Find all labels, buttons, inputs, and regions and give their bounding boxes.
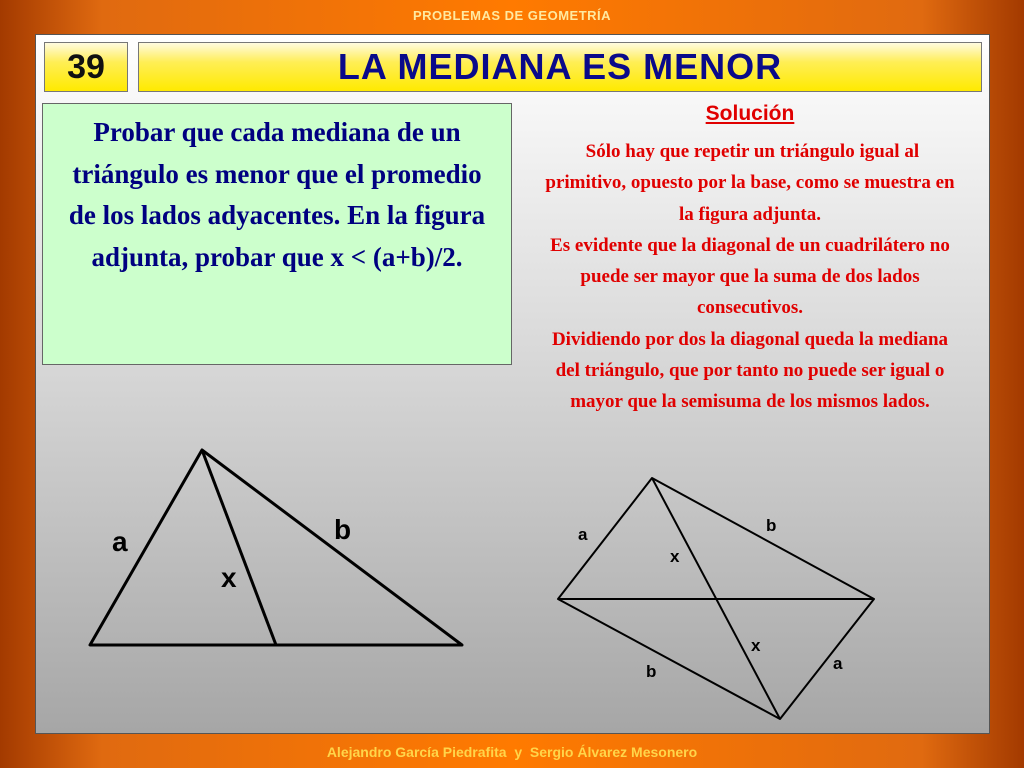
problem-statement: Probar que cada mediana de un triángulo es menor que el promedio de los lados adyacentes. En la figura adjunta, probar que x < (a+b)/2. [42, 103, 512, 365]
authors-credit: Alejandro García Piedrafita y Sergio Álvarez Mesonero [326, 744, 698, 760]
label-x-top: x [670, 547, 680, 566]
label-a-bottom: a [833, 654, 843, 673]
label-b-bottom: b [646, 662, 657, 681]
problem-number: 39 [44, 42, 128, 92]
label-x-bottom: x [751, 636, 761, 655]
solution-paragraph-1: Sólo hay que repetir un triángulo igual al primitivo, opuesto por la base, como se muestra en la figura adjunta. [545, 141, 960, 225]
problem-title: LA MEDIANA ES MENOR [138, 42, 982, 92]
solution-paragraph-2: Es evidente que la diagonal de un cuadrilátero no puede ser mayor que la suma de dos lados consecutivos. [550, 234, 950, 319]
label-x: x [221, 562, 237, 593]
label-a: a [112, 526, 128, 557]
solution-paragraph-3: Dividiendo por dos la diagonal queda la mediana del triángulo, que por tanto no puede ser igual o mayor que la semisuma de los mismos lados. [551, 328, 949, 413]
course-title: PROBLEMAS DE GEOMETRÍA [412, 8, 612, 23]
label-b-top: b [766, 516, 777, 535]
label-b: b [334, 514, 352, 545]
label-a-top: a [578, 525, 588, 544]
solution-heading: Solución [705, 102, 795, 125]
